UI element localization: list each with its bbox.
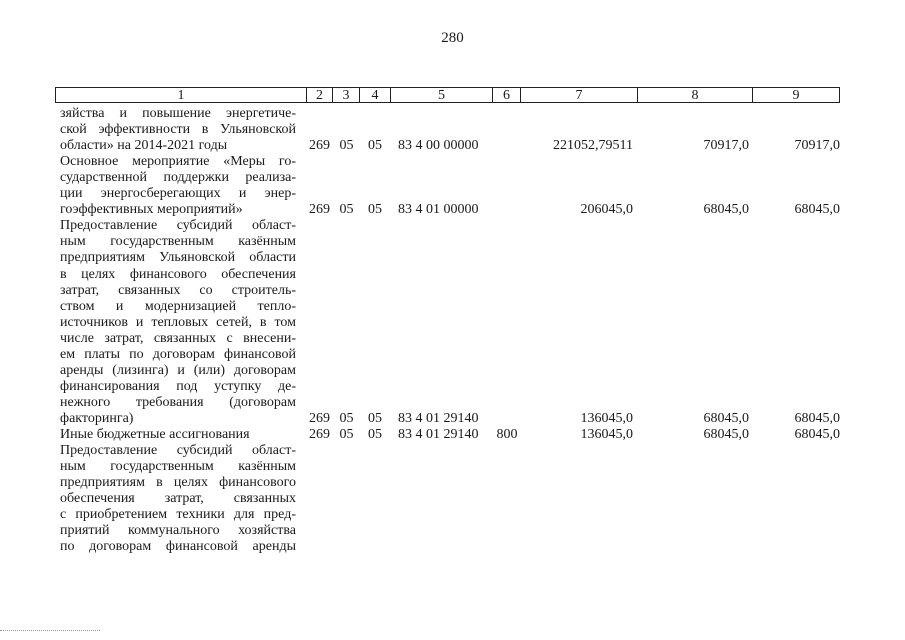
cell-c3: 05: [339, 138, 354, 154]
row-description-line: Предоставление субсидий област-: [60, 443, 296, 459]
row-description-line: затрат, связанных со строитель-: [60, 282, 296, 298]
cell-c7: 206045,0: [580, 202, 633, 218]
cell-c5: 83 4 00 00000: [398, 138, 479, 154]
cell-c7: 221052,79511: [553, 138, 633, 154]
row-description-line: Иные бюджетные ассигнования: [60, 427, 250, 442]
row-description-line: ем платы по договорам финансовой: [60, 346, 296, 362]
row-description-line: числе затрат, связанных с внесени-: [60, 330, 296, 346]
row-description-line: области» на 2014-2021 годы: [60, 138, 228, 154]
row-description-line: ской эффективности в Ульяновской: [60, 122, 296, 138]
cell-c4: 05: [368, 202, 382, 218]
row-description-line: с приобретением техники для пред-: [60, 507, 296, 523]
cell-c4: 05: [368, 410, 382, 426]
row-description-line: ным государственным казённым: [60, 459, 296, 475]
row-description-line: источников и тепловых сетей, в том: [60, 314, 296, 330]
header-col-4: 4: [359, 87, 391, 103]
cell-c7: 136045,0: [580, 410, 633, 426]
row-description-line: Предоставление субсидий област-: [60, 218, 296, 234]
cell-c7: 136045,0: [580, 427, 633, 442]
page-number: 280: [441, 30, 464, 46]
row-description-line: аренды (лизинга) и (или) договорам: [60, 362, 296, 378]
cell-c2: 269: [309, 138, 330, 154]
cell-c4: 05: [368, 427, 382, 442]
row-description-line: факторинга): [60, 410, 134, 426]
row-description-line: предприятиям Ульяновской области: [60, 250, 296, 266]
cell-c5: 83 4 01 29140: [398, 410, 479, 426]
header-col-8: 8: [637, 87, 753, 103]
cell-c2: 269: [309, 427, 330, 442]
cell-c8: 68045,0: [703, 410, 749, 426]
cell-c3: 05: [339, 202, 354, 218]
cell-c4: 05: [368, 138, 382, 154]
row-description-line: финансирования под уступку де-: [60, 378, 296, 394]
header-col-6: 6: [492, 87, 521, 103]
row-description-line: по договорам финансовой аренды: [60, 539, 296, 555]
header-col-2: 2: [306, 87, 333, 103]
row-description-line: предприятиям в целях финансового: [60, 475, 296, 491]
row-description-line: ным государственным казённым: [60, 234, 296, 250]
header-col-3: 3: [332, 87, 360, 103]
row-description-line: гоэффективных мероприятий»: [60, 202, 243, 218]
cell-c9: 68045,0: [794, 202, 840, 218]
row-description-line: Основное мероприятие «Меры го-: [60, 154, 296, 170]
header-col-5: 5: [390, 87, 493, 103]
row-description-line: ции энергосберегающих и энер-: [60, 186, 296, 202]
header-col-1: 1: [55, 87, 307, 103]
row-description-line: ством и модернизацией тепло-: [60, 298, 296, 314]
row-description-line: зяйства и повышение энергетиче-: [60, 106, 296, 121]
footer-divider: [0, 630, 100, 632]
cell-c6: 800: [496, 427, 518, 442]
row-description-line: нежного требования (договорам: [60, 394, 296, 410]
cell-c2: 269: [309, 202, 330, 218]
header-col-7: 7: [520, 87, 638, 103]
cell-c9: 70917,0: [794, 138, 840, 154]
cell-c3: 05: [339, 427, 354, 442]
cell-c5: 83 4 01 00000: [398, 202, 479, 218]
cell-c8: 70917,0: [703, 138, 749, 154]
row-description-line: обеспечения затрат, связанных: [60, 491, 296, 507]
cell-c5: 83 4 01 29140: [398, 427, 479, 442]
cell-c2: 269: [309, 410, 330, 426]
header-col-9: 9: [752, 87, 840, 103]
row-description-line: в целях финансового обеспечения: [60, 266, 296, 282]
cell-c9: 68045,0: [794, 427, 840, 442]
row-description-line: сударственной поддержки реализа-: [60, 170, 296, 186]
cell-c9: 68045,0: [794, 410, 840, 426]
cell-c8: 68045,0: [703, 202, 749, 218]
row-description-line: приятий коммунального хозяйства: [60, 523, 296, 539]
cell-c8: 68045,0: [703, 427, 749, 442]
cell-c3: 05: [339, 410, 354, 426]
